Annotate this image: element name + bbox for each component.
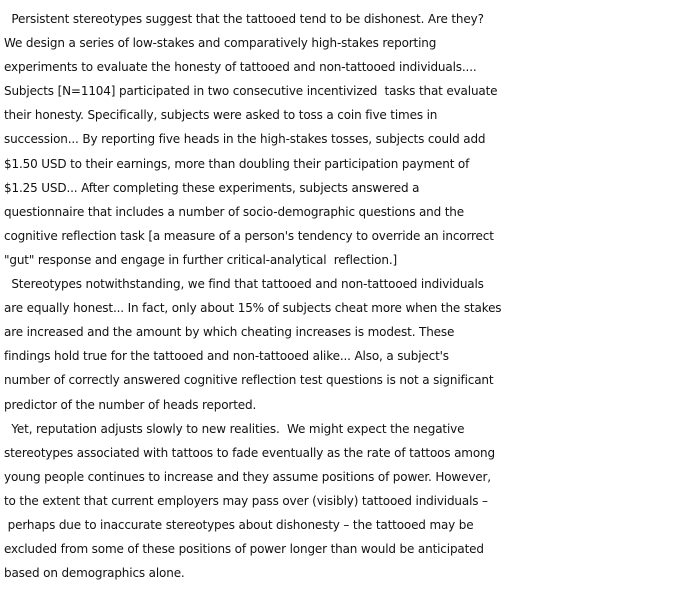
text-line: number of correctly answered cognitive reflection test questions is not a significant (4, 373, 494, 388)
text-line: questionnaire that includes a number of socio-demographic questions and the (4, 204, 464, 219)
text-line: cognitive reflection task [a measure of a person's tendency to override an incorrect (4, 228, 494, 243)
text-line: are increased and the amount by which cheating increases is modest. These (4, 325, 455, 340)
text-line: excluded from some of these positions of power longer than would be anticipated (4, 542, 484, 557)
text-line: to the extent that current employers may pass over (visibly) tattooed individuals – (4, 493, 488, 508)
text-line: $1.25 USD... After completing these experiments, subjects answered a (4, 180, 420, 195)
text-line: based on demographics alone. (4, 566, 185, 581)
text-line: experiments to evaluate the honesty of tattooed and non-tattooed individuals.... (4, 60, 477, 75)
text-line: are equally honest... In fact, only about 15% of subjects cheat more when the stakes (4, 301, 502, 316)
text-line: Stereotypes notwithstanding, we find that tattooed and non-tattooed individuals (4, 277, 484, 292)
text-line: "gut" response and engage in further critical-analytical reflection.] (4, 252, 398, 267)
text-line: Subjects [N=1104] participated in two consecutive incentivized tasks that evaluate (4, 84, 498, 99)
text-line: stereotypes associated with tattoos to fade eventually as the rate of tattoos among (4, 445, 495, 460)
text-line: perhaps due to inaccurate stereotypes about dishonesty – the tattooed may be (4, 517, 474, 532)
text-line: Persistent stereotypes suggest that the tattooed tend to be dishonest. Are they? (4, 12, 484, 26)
text-line: Yet, reputation adjusts slowly to new realities. We might expect the negative (4, 421, 465, 436)
text-line: their honesty. Specifically, subjects were asked to toss a coin five times in (4, 108, 438, 123)
text-line: succession... By reporting five heads in the high-stakes tosses, subjects could add (4, 132, 486, 147)
text-line: findings hold true for the tattooed and non-tattooed alike... Also, a subject's (4, 349, 449, 364)
text-line: We design a series of low-stakes and comparatively high-stakes reporting (4, 36, 437, 51)
text-line: $1.50 USD to their earnings, more than doubling their participation payment of (4, 156, 470, 171)
text-line: young people continues to increase and they assume positions of power. However, (4, 469, 491, 484)
text-line: predictor of the number of heads reported. (4, 397, 257, 412)
